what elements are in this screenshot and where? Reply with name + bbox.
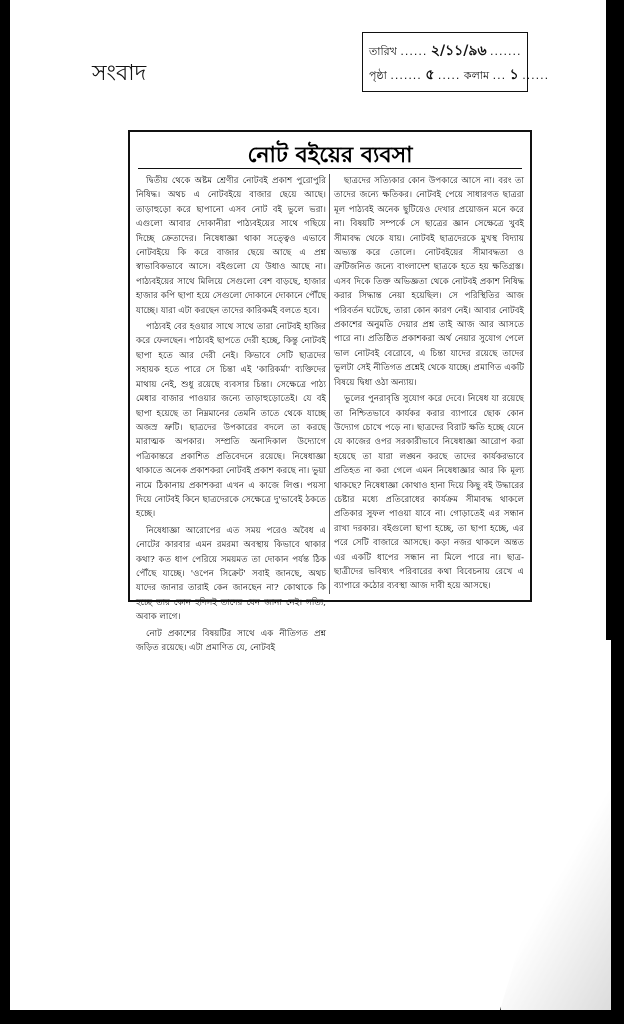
- title-rule: [138, 168, 522, 169]
- stamp-column-value: ১: [509, 67, 519, 83]
- paragraph: ভুলের পুনরাবৃত্তি সুযোগ করে দেবে। নিষেধ যা রয়েছে তা নিশ্চিতভাবে কার্যকর করার ব্যাপারে ছোক কোন উদ্যোগ চোখে পড়ে না। ছাত্রদের বিরাট ক্ষতি হচ্ছে যেনে যে কাজের ওপর সরকারীভাবে নিষেধাজ্ঞা আরোপ করা হয়েছে তা যারা লঙ্ঘন করছে তাদের কার্যকরভাবে প্রতিহত না করা গেলে এমন নিষেধাজ্ঞার আর কি মূল্য থাকছে? নিষেধাজ্ঞা কোথাও হানা দিয়ে কিছু বই উদ্ধারের চেষ্টার মধ্যে প্রতিরোধের কার্যক্রম সীমাবদ্ধ থাকলে প্রতিকার সুফল পাওয়া যাবে না। গোড়াতেই এর সন্ধান রাখা দরকার। বইগুলো ছাপা হচ্ছে, তা ছাপা হচ্ছে, এর পরে সেটি বাজারে আসছে। কড়া নজর থাকলে অন্তত এর একটি ধাপের সন্ধান না মিলে পারে না। ছাত্র-ছাত্রীদের ভবিষ্যৎ পরিবারের কথা বিবেচনায় রেখে এ ব্যাপারে কঠোর ব্যবস্থা আজ দাবী হয়ে আসছে।: [334, 394, 524, 592]
- column-divider: [329, 174, 330, 594]
- paragraph: নোট প্রকাশের বিষয়টির সাথে এক নীতিগত প্রশ্ন জড়িত রয়েছে। এটা প্রমাণিত যে, নোটবই: [136, 628, 326, 653]
- stamp-date-row: তারিখ ...... ২/১১/৯৬ .......: [369, 43, 522, 59]
- paragraph: নিষেধাজ্ঞা আরোপের এত সময় পরেও অবৈধ এ নোটের কারবার এমন রমরমা অবস্থায় কিভাবে থাকার কথা? কত ধাপ পেরিয়ে সময়মত তা দোকান পর্যন্ত ঠিক পৌঁছে যাচ্ছে। 'ওপেন সিক্রেট' সবাই জানছে, অথচ যাদের জানার তারাই কেন জানছেন না? কোথাকে কি হচ্ছে তার কোন হদিসই তাদের যেন জানা নেই। সত্যি, অবাক লাগে।: [136, 525, 326, 623]
- archive-stamp: [362, 32, 550, 92]
- stamp-date-value: ২/১১/৯৬: [430, 43, 487, 59]
- stamp-page-value: ৫: [425, 67, 435, 83]
- paragraph: পাঠ্যবই বের হওয়ার সাথে সাথে তারা নোটবই হাজির করে ফেলছেন। পাঠ্যবই ছাপতে দেরী হচ্ছে, কিন্তু নোটবই ছাপা হতে আর দেরী নেই। কিভাবে সেটি ছাত্রদের সহায়ক হতে পারে সে চিন্তা এই 'কারিকর্মা' ব্যক্তিদের মাথায় নেই, শুধু রয়েছে ব্যবসার চিন্তা। সেক্ষেত্রে পাঠ্য মেধার বাজার পাওয়ার জন্যে তাড়াহুড়োতেই। যে বই ছাপা হয়েছে তা নিম্নমানের তেমনি তাতে থেকে যাচ্ছে অজস্র ভ্রুটি। ছাত্রদের উপকারের বদলে তা করছে মারাত্মক অপকার। সম্প্রতি অনাদিকাল উদ্যোগে পত্রিকান্তরে প্রকাশিত প্রতিবেদনে রয়েছে। নিষেধাজ্ঞা থাকাতে অনেক প্রকাশকরা নোটবই প্রকাশ করছে না। ভুয়া নামে ঠিকানায় প্রকাশকরা এখন এ কাজে লিপ্ত। পয়সা দিয়ে নোটবই কিনে ছাত্রদেরকে সেক্ষেত্রে দু'ভাবেই ঠকতে হচ্ছে।: [136, 322, 326, 520]
- article-column-left: [136, 174, 326, 653]
- stamp-column-label: কলাম: [463, 69, 490, 82]
- newspaper-label: সংবাদ: [92, 61, 147, 86]
- paragraph: দ্বিতীয় থেকে অষ্টম শ্রেণীর নোটবই প্রকাশ পুরোপুরি নিষিদ্ধ। অথচ এ নোটবইয়ে বাজার ছেয়ে আছে। তাড়াহুড়ো করে ছাপানো এসব নোট বই ভুলে ভরা। এগুলো আবার দোকানীরা পাঠ্যবইয়ের সাথে গছিয়ে দিচ্ছে ক্রেতাদের। নিষেধাজ্ঞা থাকা সত্ত্বেও এভাবে নোটবইয়ে কি করে বাজার ছেয়ে আছে এ প্রশ্ন স্বাভাবিকভাবে আসে। বইগুলো যে উধাও আছে না। পাঠ্যবইয়ের সাথে মিলিয়ে সেগুলো বেশ বাড়ছে, হাজার হাজার কপি ছাপা হয়ে সেগুলো দোকানে দোকানে পৌঁছে যাচ্ছে। যারা এটা করছেন তাদের কারিকর্মই বলতে হবে।: [136, 176, 326, 316]
- news-clipping: [128, 130, 532, 653]
- stamp-date-label: তারিখ: [369, 45, 397, 58]
- article-column-right: [334, 174, 524, 594]
- stamp-page-row: পৃষ্ঠা ....... ৫ ..... কলাম ... ১ ......: [369, 67, 550, 83]
- paragraph: ছাত্রদের সত্যিকার কোন উপকারে আসে না। বরং তা তাদের জন্যে ক্ষতিকর। নোটবই পেয়ে সাধারণত ছাত্ররা মূল পাঠ্যবই অনেক ছুটিয়েও দেখার প্রয়োজন মনে করে না। বিষয়টি সম্পর্কে সে ছাত্রের জ্ঞান সেক্ষেত্রে খুবই সীমাবদ্ধ থেকে যায়। নোটবই ছাত্রদেরকে মুখস্থ বিদ্যায় অভ্যস্ত করে তোলে। নোটবইয়ের সীমাবদ্ধতা ও ত্রুটিজনিত জন্যে বাংলাদেশ ছাত্রকে হতে হয় ক্ষতিগ্রস্ত। এসব দিকে তিক্ত অভিজ্ঞতা থেকে নোটবই প্রকাশ নিষিদ্ধ করার সিদ্ধান্ত নেয়া হয়েছিল। সে পরিস্থিতির আজ পরিবর্তন ঘটেছে, তারা কোন কারণ নেই। আবার নোটবই প্রকাশের অনুমতি দেয়ার প্রশ্ন তাই আজ আর আসতে পারে না। প্রতিষ্ঠিত প্রকাশকরা অর্থ নেয়ার সুযোগ পেলে ভাল নোটবই বেরোবে, এ চিন্তা যাদের রয়েছে তাদের ভুলটা সেই নীতিগত প্রশ্নেই থেকে যাচ্ছে। প্রমাণিত একটি বিষয়ে দ্বিধা ওঠা অন্যায়।: [334, 176, 524, 388]
- article-title: নোট বইয়ের ব্যবসা: [247, 142, 413, 168]
- stamp-page-label: পৃষ্ঠা: [369, 69, 387, 82]
